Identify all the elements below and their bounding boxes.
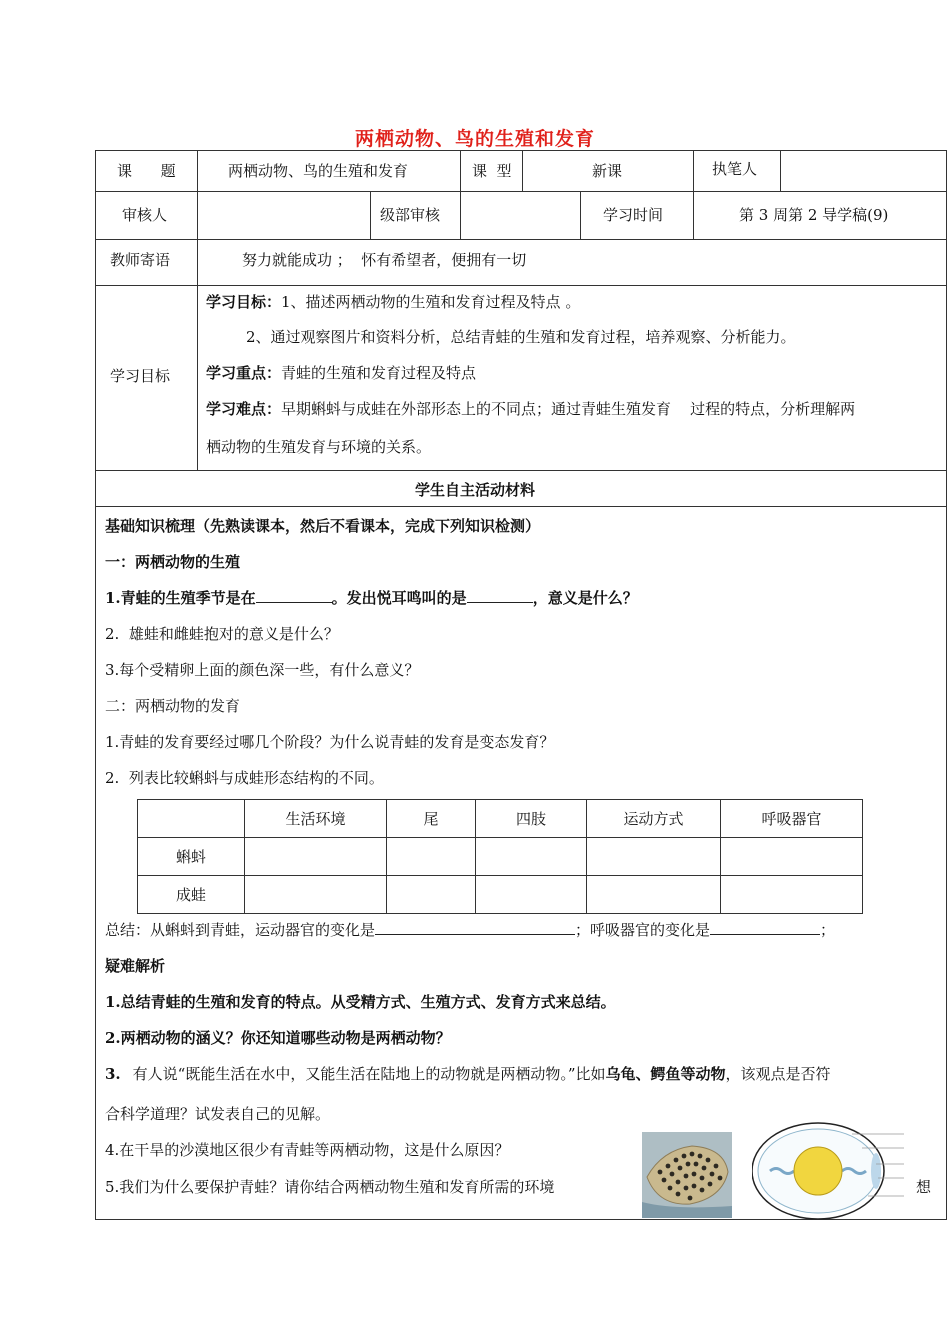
intro-line: 基础知识梳理（先熟读课本，然后不看课本，完成下列知识检测） [105, 517, 541, 535]
header-cell: 尾 [387, 800, 476, 838]
frog-spawn-photo [642, 1132, 732, 1218]
difficulty-label: 学习难点： [206, 400, 282, 418]
study-time-value: 第 3 周第 2 导学稿(9) [739, 206, 889, 224]
comparison-table [137, 799, 863, 914]
answer-blank[interactable] [256, 588, 332, 603]
teacher-message: 努力就能成功 ； 怀有希望者，便拥有一切 [242, 251, 527, 269]
column-divider [460, 150, 461, 191]
answer-cell[interactable] [587, 838, 721, 876]
column-divider [693, 191, 694, 239]
table-row [138, 838, 863, 876]
row-divider [95, 239, 947, 240]
goal-1: 1、描述两栖动物的生殖和发育过程及特点 。 [281, 293, 581, 311]
row-divider [95, 470, 947, 471]
label-topic: 课 题 [117, 162, 176, 180]
question-3: 3.每个受精卵上面的颜色深一些，有什么意义？ [105, 661, 420, 679]
q2-text: 2. 雄蛙和雌蛙抱对的意义是什么？ [105, 625, 339, 643]
objective-focus [206, 362, 476, 383]
column-divider [693, 150, 694, 191]
answer-cell[interactable] [587, 876, 721, 914]
answer-cell[interactable] [476, 876, 587, 914]
answer-cell[interactable] [721, 838, 863, 876]
column-divider [580, 191, 581, 239]
summary-part-b: ；呼吸器官的变化是 [575, 921, 711, 939]
difficulty-text-2: 栖动物的生殖发育与环境的关系。 [206, 438, 432, 456]
analysis-question-3 [105, 1063, 831, 1084]
answer-cell[interactable] [476, 838, 587, 876]
summary-part-c: ； [820, 921, 836, 939]
focus-label: 学习重点： [206, 364, 282, 382]
analysis-question-5-tail: 想 [916, 1178, 932, 1196]
q1-part-a: 1.青蛙的生殖季节是在 [105, 589, 256, 607]
answer-cell[interactable] [721, 876, 863, 914]
analysis-question-2: 2.两栖动物的涵义？你还知道哪些动物是两栖动物？ [105, 1029, 451, 1047]
label-lesson-type: 课 型 [472, 162, 512, 180]
column-divider [460, 191, 461, 239]
column-divider [522, 150, 523, 191]
q3-bold-examples: 乌龟、鳄鱼等动物 [605, 1065, 726, 1083]
summary-part-a: 总结：从蝌蚪到青蛙，运动器官的变化是 [105, 921, 376, 939]
q1-part-c: ，意义是什么？ [532, 589, 638, 607]
objective-difficulty [206, 398, 855, 419]
q1-part-b: 。发出悦耳鸣叫的是 [331, 589, 467, 607]
row-divider [95, 285, 947, 286]
question-2 [105, 623, 339, 644]
answer-blank[interactable] [467, 588, 533, 603]
part-2-heading: 二：两栖动物的发育 [105, 697, 241, 715]
column-divider [197, 150, 198, 470]
dev-question-2: 2. 列表比较蝌蚪与成蛙形态结构的不同。 [105, 769, 384, 787]
topic-value: 两栖动物、鸟的生殖和发育 [228, 162, 409, 180]
label-reviewer: 审核人 [122, 206, 168, 224]
answer-cell[interactable] [387, 876, 476, 914]
q3-part-b: ，该观点是否符 [725, 1065, 831, 1083]
goal-2: 2、通过观察图片和资料分析，总结青蛙的生殖和发育过程，培养观察、分析能力。 [246, 328, 796, 346]
table-row [138, 876, 863, 914]
label-objectives: 学习目标 [110, 367, 171, 385]
header-cell: 呼吸器官 [721, 800, 863, 838]
table-header-row [138, 800, 863, 838]
analysis-question-4: 4.在干旱的沙漠地区很少有青蛙等两栖动物，这是什么原因？ [105, 1141, 510, 1159]
analysis-heading: 疑难解析 [105, 957, 166, 975]
analysis-question-5: 5.我们为什么要保护青蛙？请你结合两栖动物生殖和发育所需的环境 [105, 1178, 555, 1196]
section-heading: 学生自主活动材料 [414, 481, 535, 499]
row-divider [95, 506, 947, 507]
analysis-question-3-cont: 合科学道理？试发表自己的见解。 [105, 1105, 331, 1123]
header-cell [138, 800, 245, 838]
row-divider [95, 191, 947, 192]
q3-number: 3. [105, 1065, 121, 1083]
egg-diagram-illustration [752, 1116, 904, 1220]
objective-line-1 [206, 291, 580, 312]
q3-part-a: 有人说“既能生活在水中，又能生活在陆地上的动物就是两栖动物。”比如 [132, 1065, 606, 1083]
header-cell: 运动方式 [587, 800, 721, 838]
label-author: 执笔人 [712, 160, 758, 178]
label-study-time: 学习时间 [603, 206, 664, 224]
part-1-heading: 一：两栖动物的生殖 [105, 553, 241, 571]
column-divider [780, 150, 781, 191]
summary-line [105, 919, 835, 940]
difficulty-text-1: 早期蝌蚪与成蛙在外部形态上的不同点；通过青蛙生殖发育 过程的特点，分析理解两 [281, 400, 856, 418]
column-divider [370, 191, 371, 239]
answer-blank[interactable] [710, 922, 820, 935]
dev-question-1: 1.青蛙的发育要经过哪几个阶段？为什么说青蛙的发育是变态发育？ [105, 733, 555, 751]
goal-label: 学习目标： [206, 293, 282, 311]
focus-text: 青蛙的生殖和发育过程及特点 [281, 364, 477, 382]
frog-spawn-illustration [642, 1132, 732, 1218]
answer-blank[interactable] [375, 922, 575, 935]
answer-cell[interactable] [245, 876, 387, 914]
lesson-type-value: 新课 [592, 162, 623, 180]
answer-cell[interactable] [245, 838, 387, 876]
row-label-adult-frog: 成蛙 [138, 876, 245, 914]
label-dept-review: 级部审核 [380, 206, 441, 224]
question-1 [105, 587, 638, 608]
egg-structure-diagram [752, 1116, 904, 1220]
label-teacher-message: 教师寄语 [110, 251, 171, 269]
header-cell: 生活环境 [245, 800, 387, 838]
analysis-question-1: 1.总结青蛙的生殖和发育的特点。从受精方式、生殖方式、发育方式来总结。 [105, 993, 616, 1011]
page-title: 两栖动物、鸟的生殖和发育 [354, 128, 595, 150]
row-label-tadpole: 蝌蚪 [138, 838, 245, 876]
answer-cell[interactable] [387, 838, 476, 876]
header-cell: 四肢 [476, 800, 587, 838]
